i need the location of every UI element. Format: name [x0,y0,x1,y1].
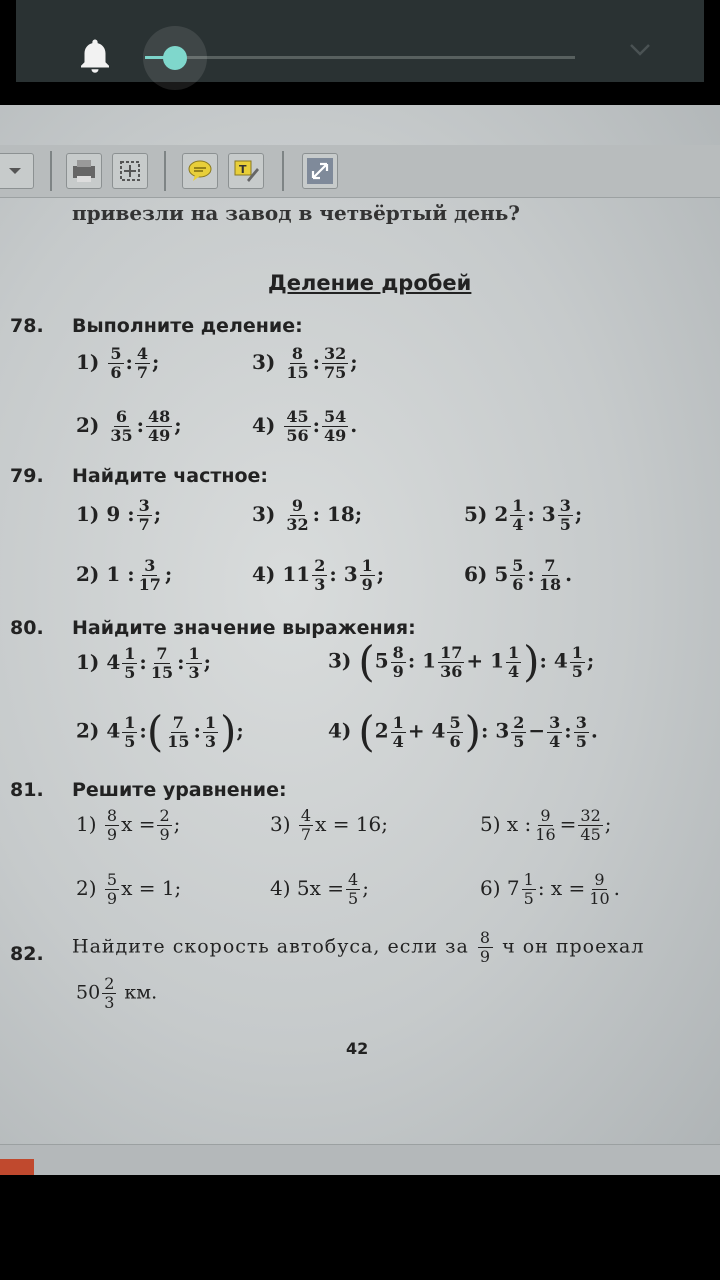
exercise-80-4: 4) (2 $\frac{1}{4}$ + 4 $\frac{5}{6}$ ): 3 $\frac{2}{5}$ − $\frac{3}{4}$ : $\frac{3}{5}$ . [328,707,598,756]
exercise-79-5: 5) 2 $\frac{1}{4}$ : 3 $\frac{3}{5}$ ; [464,496,583,534]
exercise-79-2: 2) 1 : $\frac{3}{17}$ ; [76,556,173,594]
photo-content [0,105,720,1175]
chevron-down-icon[interactable] [628,40,652,60]
print-icon[interactable] [66,153,102,189]
toolbar-separator [50,151,52,191]
exercise-79-6: 6) 5 $\frac{5}{6}$ : $\frac{7}{18}$ . [464,556,573,594]
problem-instruction: Выполните деление: [72,315,303,337]
viewer-tab-marker[interactable] [0,1159,34,1175]
exercise-78-4: 4) $\frac{45}{56}$ : $\frac{54}{49}$ . [252,407,358,445]
exercise-80-3: 3) (5 $\frac{8}{9}$ : 1 $\frac{17}{36}$ + 1 $\frac{1}{4}$ ): 4 $\frac{1}{5}$ ; [328,637,595,686]
exercise-78-3: 3) $\frac{8}{15}$ : $\frac{32}{75}$ ; [252,344,358,382]
problem-instruction: Найдите частное: [72,465,269,487]
exercise-79-4: 4) 11 $\frac{2}{3}$ : 3 $\frac{1}{9}$ ; [252,556,385,594]
svg-text:T: T [239,163,247,176]
volume-slider-track[interactable] [145,56,575,59]
exercise-80-2: 2) 4 $\frac{1}{5}$ :( $\frac{7}{15}$ : $\frac{1}{3}$ ); [76,707,244,756]
exercise-79-3: 3) $\frac{9}{32}$ : 18; [252,496,363,534]
notification-volume-panel [16,0,704,82]
comment-icon[interactable] [182,153,218,189]
viewer-toolbar [0,145,720,198]
previous-problem-line: привезли на завод в четвёртый день? [72,201,520,225]
text-edit-icon[interactable] [228,153,264,189]
problem-number: 80. [10,617,44,639]
bell-icon[interactable] [74,36,116,78]
problem-82-line1: Найдите скорость автобуса, если за $\frac{8}{9}$ ч он проехал [72,928,645,966]
fit-page-icon[interactable] [112,153,148,189]
exercise-81-2: 2) $\frac{5}{9}$ x = 1; [76,870,182,908]
exercise-81-6: 6) 7 $\frac{1}{5}$ : x = $\frac{9}{10}$ . [480,870,621,908]
dropdown-arrow-icon[interactable] [0,153,34,189]
section-title: Деление дробей [268,271,472,295]
problem-instruction: Найдите значение выражения: [72,617,416,639]
problem-number: 79. [10,465,44,487]
problem-82-line2: 50 $\frac{2}{3}$ км. [76,974,158,1012]
viewer-bottom-bar [0,1144,720,1175]
volume-slider-thumb[interactable] [163,46,187,70]
exercise-80-1: 1) 4 $\frac{1}{5}$ : $\frac{7}{15}$ : $\frac{1}{3}$ ; [76,644,211,682]
problem-instruction: Решите уравнение: [72,779,287,801]
exercise-81-1: 1) $\frac{8}{9}$ x = $\frac{2}{9}$ ; [76,806,181,844]
exercise-81-3: 3) $\frac{4}{7}$ x = 16; [270,806,389,844]
problem-number: 81. [10,779,44,801]
exercise-81-4: 4) 5x = $\frac{4}{5}$ ; [270,870,369,908]
page-number: 42 [346,1039,369,1058]
expand-icon[interactable] [302,153,338,189]
toolbar-separator [282,151,284,191]
exercise-81-5: 5) x : $\frac{9}{16}$ = $\frac{32}{45}$ ; [480,806,612,844]
problem-number: 78. [10,315,44,337]
toolbar-separator [164,151,166,191]
exercise-78-1: 1) $\frac{5}{6}$ : $\frac{4}{7}$ ; [76,344,160,382]
exercise-79-1: 1) 9 : $\frac{3}{7}$ ; [76,496,162,534]
problem-number: 82. [10,943,44,965]
exercise-78-2: 2) $\frac{6}{35}$ : $\frac{48}{49}$ ; [76,407,182,445]
